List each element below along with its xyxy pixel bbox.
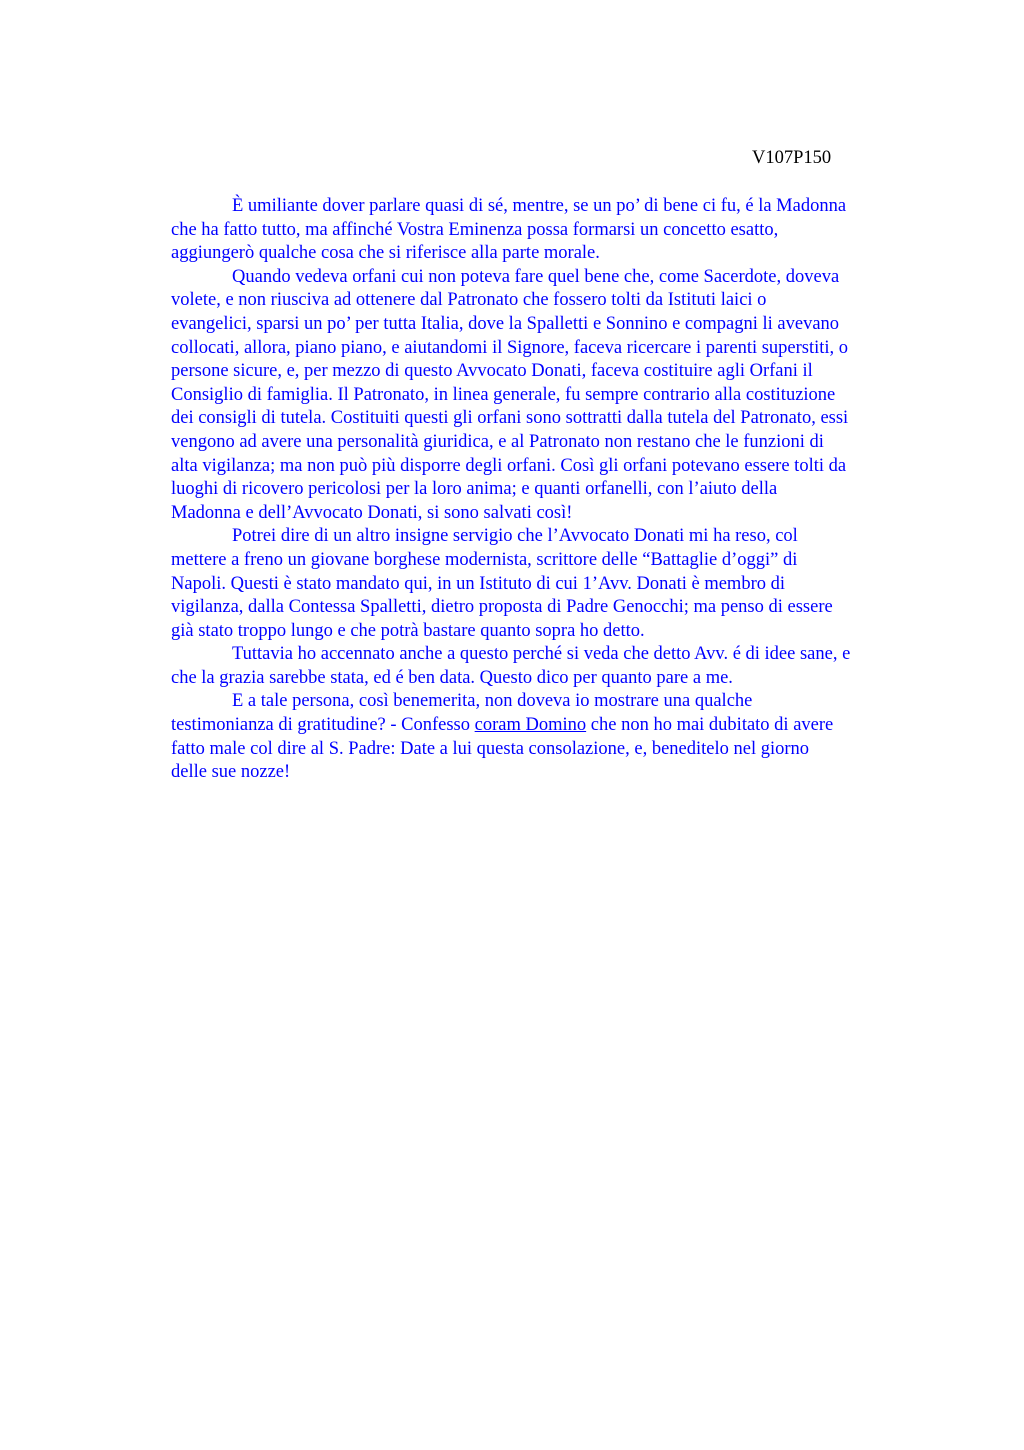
text-line: Quando vedeva orfani cui non poteva fare quel bene che, come Sacerdote, doveva (232, 266, 840, 287)
paragraph-4 (171, 643, 933, 690)
text-line: Consiglio di famiglia. Il Patronato, in linea generale, fu sempre contrario alla costituzione (171, 384, 836, 405)
text-line: collocati, allora, piano piano, e aiutandomi il Signore, faceva ricercare i parenti superstiti, o (171, 337, 849, 358)
text-line (171, 714, 933, 738)
text-line: E a tale persona, così benemerita, non doveva io mostrare una qualche (232, 691, 753, 712)
paragraph-1 (171, 195, 933, 266)
text-line: alta vigilanza; ma non può più disporre degli orfani. Così gli orfani potevano essere tolti da (171, 455, 847, 476)
text-line: Madonna e dell’Avvocato Donati, si sono salvati così! (171, 502, 573, 523)
text-line: Potrei dire di un altro insigne servigio che l’Avvocato Donati mi ha reso, col (232, 526, 798, 547)
text-line: È umiliante dover parlare quasi di sé, mentre, se un po’ di bene ci fu, é la Madonna (232, 196, 847, 216)
text-line: Napoli. Questi è stato mandato qui, in un Istituto di cui 1’Avv. Donati è membro di (171, 573, 785, 594)
text-segment: che non ho mai dubitato di avere (586, 715, 834, 736)
text-line: luoghi di ricovero pericolosi per la loro anima; e quanti orfanelli, con l’aiuto della (171, 479, 778, 500)
text-line: già stato troppo lungo e che potrà bastare quanto sopra ho detto. (171, 620, 645, 641)
text-line: Tuttavia ho accennato anche a questo perché si veda che detto Avv. é di idee sane, e (232, 644, 851, 665)
text-line: volete, e non riusciva ad ottenere dal Patronato che fossero tolti da Istituti laici o (171, 290, 767, 311)
underlined-phrase: coram Domino (474, 715, 587, 736)
text-line: mettere a freno un giovane borghese modernista, scrittore delle “Battaglie d’oggi” di (171, 549, 798, 570)
text-line: vigilanza, dalla Contessa Spalletti, dietro proposta di Padre Genocchi; ma penso di essere (171, 597, 833, 618)
text-segment: testimonianza di gratitudine? - Confesso (171, 715, 475, 736)
text-line: che la grazia sarebbe stata, ed é ben data. Questo dico per quanto pare a me. (171, 667, 733, 688)
text-line: dei consigli di tutela. Costituiti questi gli orfani sono sottratti dalla tutela del Patronato, essi (171, 408, 849, 429)
text-line: persone sicure, e, per mezzo di questo Avvocato Donati, faceva costituire agli Orfani il (171, 361, 813, 382)
text-line: fatto male col dire al S. Padre: Date a lui questa consolazione, e, beneditelo nel giorno (171, 738, 810, 759)
paragraph-5 (171, 690, 933, 784)
text-line: che ha fatto tutto, ma affinché Vostra Eminenza possa formarsi un concetto esatto, (171, 219, 779, 240)
letter-body (171, 195, 933, 785)
paragraph-3 (171, 525, 933, 643)
page-identifier: V107P150 (752, 148, 832, 168)
text-line: aggiungerò qualche cosa che si riferisce alla parte morale. (171, 243, 600, 264)
paragraph-2 (171, 266, 933, 526)
text-line: vengono ad avere una personalità giuridica, e al Patronato non restano che le funzioni di (171, 431, 824, 452)
text-line: evangelici, sparsi un po’ per tutta Italia, dove la Spalletti e Sonnino e compagni li avevano (171, 313, 840, 334)
text-line: delle sue nozze! (171, 762, 291, 783)
